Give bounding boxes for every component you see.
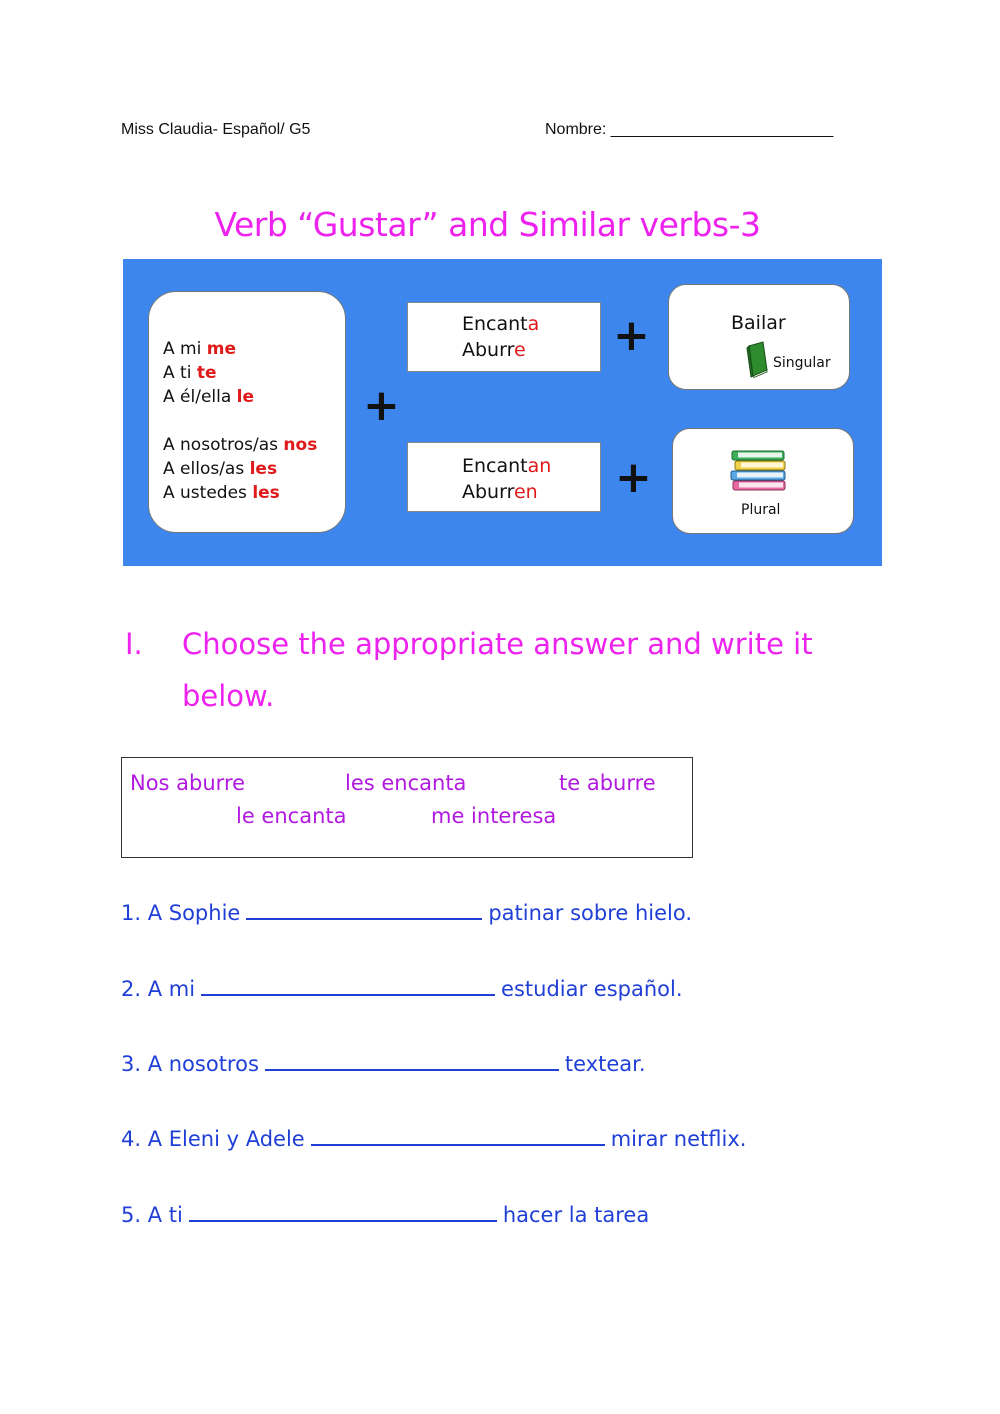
plus-symbol: + <box>363 380 400 431</box>
verb-form <box>462 455 551 477</box>
exercise-sentence <box>121 1200 649 1227</box>
verb-stem: Encant <box>462 313 528 335</box>
infinitive-word: Bailar <box>731 312 786 334</box>
pronoun-card <box>148 291 346 533</box>
word-bank-option: les encanta <box>345 771 467 795</box>
indirect-object-pronoun: te <box>196 363 217 383</box>
verb-form <box>462 339 526 361</box>
word-bank-option: Nos aburre <box>130 771 246 795</box>
sentence-start: 4. A Eleni y Adele <box>121 1127 305 1151</box>
answer-blank[interactable] <box>311 1124 605 1146</box>
answer-blank[interactable] <box>189 1200 497 1222</box>
exercise-sentence <box>121 1049 646 1076</box>
verb-stem: Aburr <box>462 481 514 503</box>
word-bank <box>121 757 693 858</box>
word-bank-option: te aburre <box>559 771 656 795</box>
verb-ending: an <box>527 455 552 477</box>
sentence-end: patinar sobre hielo. <box>488 901 693 925</box>
pronoun-prefix: A ustedes <box>163 483 253 503</box>
pronoun-prefix: A nosotros/as <box>163 435 284 455</box>
sentence-start: 3. A nosotros <box>121 1052 259 1076</box>
verb-stem: Aburr <box>462 339 514 361</box>
indirect-object-pronoun: me <box>206 339 236 359</box>
sentence-end: estudiar español. <box>501 977 683 1001</box>
indirect-object-pronoun: les <box>249 459 278 479</box>
pronoun-row <box>163 363 216 383</box>
word-bank-option: le encanta <box>236 804 347 828</box>
sentence-start: 5. A ti <box>121 1203 183 1227</box>
answer-blank[interactable] <box>246 898 482 920</box>
sentence-end: mirar netflix. <box>610 1127 747 1151</box>
pronoun-row <box>163 459 277 479</box>
pronoun-row <box>163 435 317 455</box>
name-field-label: Nombre: _________________________ <box>545 121 834 138</box>
singular-verb-box <box>407 302 601 372</box>
section-number: I. <box>125 627 143 661</box>
sentence-start: 2. A mi <box>121 977 196 1001</box>
exercise-sentence <box>121 898 692 925</box>
sentence-end: textear. <box>564 1052 646 1076</box>
singular-card <box>668 284 850 390</box>
sentence-end: hacer la tarea <box>502 1203 650 1227</box>
indirect-object-pronoun: le <box>236 387 255 407</box>
plus-symbol: + <box>615 452 652 503</box>
verb-stem: Encant <box>462 455 528 477</box>
indirect-object-pronoun: nos <box>283 435 318 455</box>
verb-ending: e <box>513 339 526 361</box>
singular-label: Singular <box>773 355 831 371</box>
pronoun-row <box>163 387 254 407</box>
verb-ending: en <box>513 481 538 503</box>
worksheet-title: Verb “Gustar” and Similar verbs-3 <box>214 205 761 244</box>
pronoun-prefix: A ellos/as <box>163 459 250 479</box>
pronoun-prefix: A mi <box>163 339 207 359</box>
stack-of-books-icon <box>727 443 791 495</box>
answer-blank[interactable] <box>265 1049 559 1071</box>
pronoun-row <box>163 339 236 359</box>
green-book-icon <box>745 340 771 378</box>
pronoun-row <box>163 483 280 503</box>
pronoun-prefix: A él/ella <box>163 387 237 407</box>
indirect-object-pronoun: les <box>252 483 280 503</box>
pronoun-prefix: A ti <box>163 363 197 383</box>
sentence-start: 1. A Sophie <box>121 901 241 925</box>
plus-symbol: + <box>613 310 650 361</box>
word-bank-option: me interesa <box>431 804 557 828</box>
plural-label: Plural <box>741 502 781 518</box>
teacher-course-label: Miss Claudia- Español/ G5 <box>121 121 311 138</box>
section-instruction: Choose the appropriate answer and write it below. <box>182 627 813 713</box>
plural-card <box>672 428 854 534</box>
exercise-sentence <box>121 974 683 1001</box>
exercise-sentence <box>121 1124 746 1151</box>
verb-form <box>462 481 538 503</box>
answer-blank[interactable] <box>201 974 495 996</box>
verb-form <box>462 313 539 335</box>
plural-verb-box <box>407 442 601 512</box>
verb-ending: a <box>527 313 540 335</box>
